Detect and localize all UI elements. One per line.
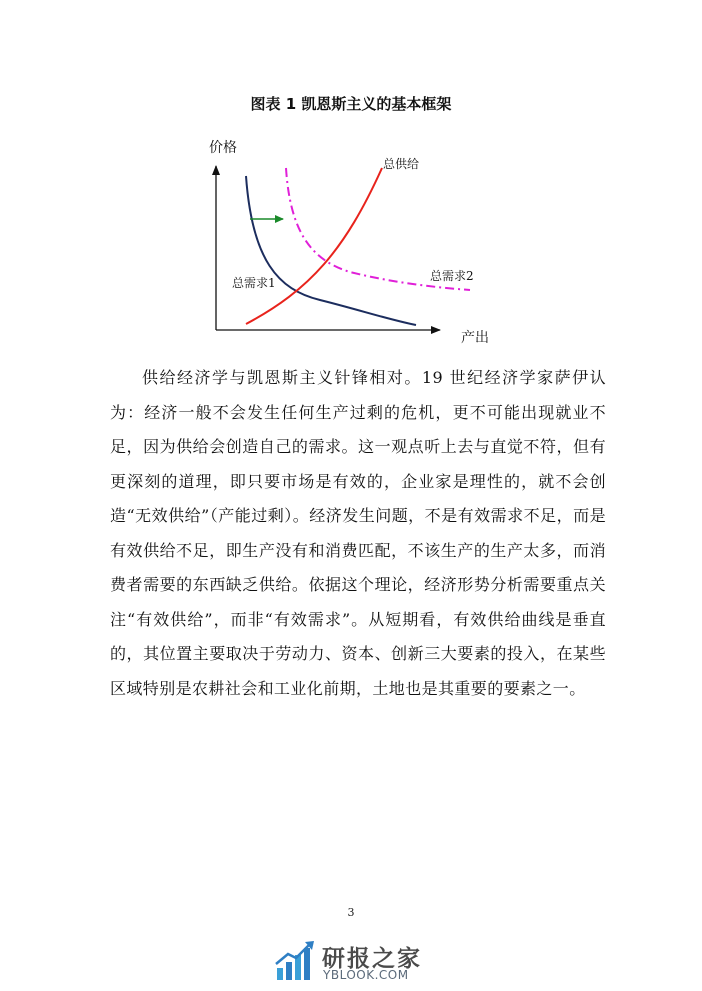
series-label-aggregate-demand-2: 总需求2 (430, 269, 474, 283)
watermark-name-en: YBLOOK.COM (323, 968, 409, 982)
watermark-logo (274, 938, 444, 984)
aggregate-supply-curve (246, 168, 382, 324)
y-axis-label: 价格 (209, 140, 237, 156)
x-axis-label: 产出 (461, 330, 489, 345)
page-number: 3 (347, 906, 355, 919)
series-label-aggregate-supply: 总供给 (383, 157, 420, 171)
keynesian-chart (200, 130, 500, 345)
watermark-name-cn: 研报之家 (322, 946, 422, 972)
figure-title: 图表 1 凯恩斯主义的基本框架 (250, 95, 452, 113)
series-label-aggregate-demand-1: 总需求1 (232, 276, 276, 290)
aggregate-demand-1-curve (246, 176, 416, 325)
chart-svg (200, 130, 500, 345)
body-paragraph: 供给经济学与凯恩斯主义针锋相对。19 世纪经济学家萨伊认为：经济一般不会发生任何生产过剩的危机，更不可能出现就业不足，因为供给会创造自己的需求。这一观点听上去与直觉不符，但有更深刻的道理，即只要市场是有效的，企业家是理性的，就不会创造“无效供给”（产能过剩）。经济发生问题，不是有效需求不足，而是有效供给不足，即生产没有和消费匹配，不该生产的生产太多，而消费者需要的东西缺乏供给。依据这个理论，经济形势分析需要重点关注“有效供给”，而非“有效需求”。从短期看，有效供给曲线是垂直的，其位置主要取决于劳动力、资本、创新三大要素的投入，在某些区域特别是农耕社会和工业化前期，土地也是其重要的要素之一。 (110, 368, 606, 698)
bar-chart-arrow-icon (274, 938, 318, 982)
